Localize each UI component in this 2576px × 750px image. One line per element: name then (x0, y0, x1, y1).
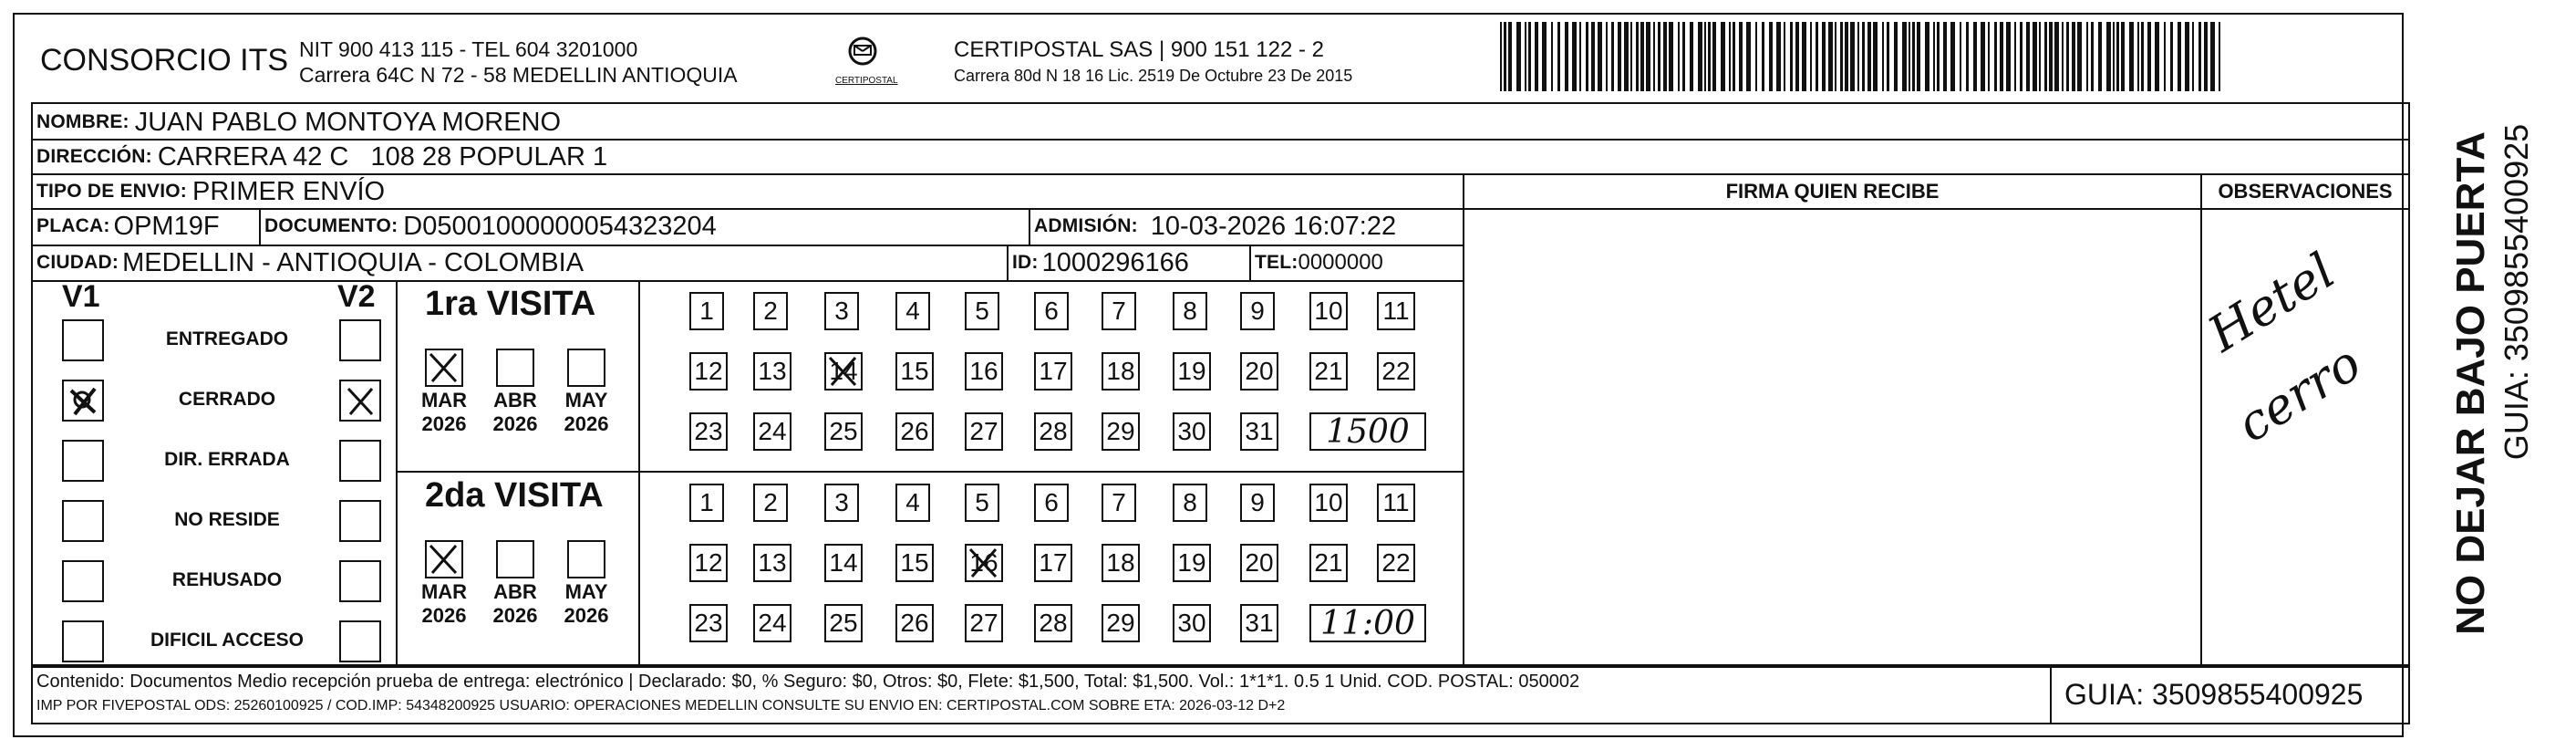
day-checkbox[interactable]: 20 (1240, 352, 1278, 391)
barcode-bar (2049, 22, 2053, 91)
status-label: DIFICIL ACCESO (150, 630, 304, 651)
month-label: ABR (493, 389, 537, 411)
logo-text: CERTIPOSTAL (835, 76, 898, 86)
barcode-bar (1933, 22, 1935, 91)
barcode-bar (1606, 22, 1608, 91)
documento-value: D05001000000054323204 (403, 211, 717, 241)
day-checkbox[interactable]: 4 (895, 484, 930, 522)
status-label: CERRADO (178, 389, 276, 410)
barcode-bar (2129, 22, 2134, 91)
placa-label: PLACA: (36, 215, 110, 236)
barcode-bar (1557, 22, 1560, 91)
day-checkbox[interactable]: 19 (1173, 352, 1211, 391)
barcode-bar (1966, 22, 1969, 91)
barcode-bar (1551, 22, 1553, 91)
barcode-bar (2204, 22, 2208, 91)
barcode-bar (1624, 22, 1629, 91)
barcode-bar (2044, 22, 2047, 91)
observaciones-note-line1: Hetel (2198, 242, 2345, 363)
day-checkbox[interactable]: 14 (824, 352, 863, 391)
month-label: MAY (564, 580, 608, 603)
barcode-bar (1994, 22, 1997, 91)
barcode-bar (1828, 22, 1833, 91)
courier-address: Carrera 80d N 18 16 Lic. 2519 De Octubre 23 De 2015 (954, 66, 1353, 85)
barcode-bar (1882, 22, 1884, 91)
second-visit-title: 2da VISITA (425, 476, 604, 515)
id-field (1012, 245, 1189, 280)
barcode-bar (2072, 22, 2075, 91)
day-checkbox[interactable]: 23 (689, 604, 728, 642)
day-checkbox[interactable]: 25 (824, 412, 863, 451)
v2-checkbox[interactable] (339, 560, 381, 602)
year-label: 2026 (421, 412, 467, 435)
barcode-bar (1790, 22, 1793, 91)
barcode-bar (1528, 22, 1531, 91)
barcode-bar (2026, 22, 2030, 91)
barcode-bar (2106, 22, 2111, 91)
nombre-value: JUAN PABLO MONTOYA MORENO (134, 107, 562, 137)
barcode-bar (2033, 22, 2037, 91)
barcode-bar (1565, 22, 1568, 91)
day-checkbox[interactable]: 28 (1034, 412, 1072, 451)
barcode-bar (2141, 22, 2144, 91)
barcode-bar (1733, 22, 1735, 91)
month-checkbox[interactable] (425, 349, 463, 387)
barcode-bar (2219, 22, 2220, 91)
day-checkbox[interactable]: 7 (1102, 484, 1136, 522)
admision-label: ADMISIÓN: (1034, 215, 1138, 236)
barcode-bar (1973, 22, 1977, 91)
status-label: ENTREGADO (165, 328, 289, 349)
barcode-bar (1937, 22, 1940, 91)
barcode-bar (1943, 22, 1947, 91)
month-label: MAY (564, 389, 608, 411)
day-checkbox[interactable]: 2 (753, 484, 788, 522)
month-label: ABR (493, 580, 537, 603)
id-value: 1000296166 (1041, 247, 1189, 277)
tel-field (1255, 245, 1383, 280)
barcode-bar (1535, 22, 1538, 91)
barcode-bar (1586, 22, 1588, 91)
barcode-bar (1894, 22, 1898, 91)
id-label: ID: (1012, 252, 1039, 273)
barcode-bar (1516, 22, 1521, 91)
day-checkbox[interactable]: 29 (1102, 604, 1140, 642)
barcode-bar (1950, 22, 1955, 91)
company-name: CONSORCIO ITS (40, 42, 289, 78)
footer-guia: GUIA: 3509855400925 (2064, 677, 2364, 711)
documento-field (264, 209, 717, 244)
month-label: MAR (420, 389, 468, 411)
barcode-bar (2198, 22, 2201, 91)
barcode-bar (1636, 22, 1639, 91)
barcode-bar (1802, 22, 1806, 91)
barcode-bar (2006, 22, 2011, 91)
day-checkbox[interactable]: 7 (1102, 292, 1136, 330)
day-checkbox[interactable]: 12 (689, 352, 728, 391)
v1-checkbox[interactable] (62, 440, 104, 482)
barcode-bar (2121, 22, 2125, 91)
ciudad-value: MEDELLIN - ANTIOQUIA - COLOMBIA (122, 247, 585, 277)
barcode-bar (1960, 22, 1961, 91)
placa-value: OPM19F (113, 211, 220, 241)
barcode-bar (2164, 22, 2166, 91)
day-checkbox[interactable]: 17 (1034, 352, 1072, 391)
barcode-bar (1729, 22, 1731, 91)
day-checkbox[interactable]: 26 (895, 604, 934, 642)
status-label: DIR. ERRADA (164, 449, 290, 470)
company-address: Carrera 64C N 72 - 58 MEDELLIN ANTIOQUIA (299, 62, 738, 87)
v2-checkbox[interactable] (339, 620, 381, 662)
day-checkbox[interactable]: 21 (1309, 544, 1348, 582)
day-checkbox[interactable]: 9 (1240, 484, 1275, 522)
tel-value: 0000000 (1298, 250, 1383, 275)
barcode-bar (1669, 22, 1673, 91)
documento-label: DOCUMENTO: (264, 215, 398, 236)
barcode (1500, 22, 2225, 91)
v2-label: V2 (337, 279, 376, 314)
barcode-bar (1746, 22, 1751, 91)
barcode-bar (1704, 22, 1706, 91)
barcode-bar (1690, 22, 1693, 91)
tipo-envio-value: PRIMER ENVÍO (192, 176, 386, 206)
barcode-bar (2170, 22, 2173, 91)
barcode-bar (2054, 22, 2059, 91)
day-checkbox[interactable]: 31 (1240, 604, 1278, 642)
day-checkbox[interactable]: 28 (1034, 604, 1072, 642)
barcode-bar (1698, 22, 1702, 91)
month-checkbox[interactable] (496, 540, 534, 578)
ciudad-field (36, 245, 584, 280)
barcode-bar (1739, 22, 1743, 91)
barcode-bar (1762, 22, 1764, 91)
barcode-bar (1795, 22, 1799, 91)
day-checkbox[interactable]: 8 (1173, 484, 1207, 522)
observaciones-header: OBSERVACIONES (2218, 180, 2393, 203)
v2-checkbox[interactable] (339, 319, 381, 361)
barcode-bar (2039, 22, 2041, 91)
barcode-bar (1981, 22, 1985, 91)
barcode-bar (1810, 22, 1812, 91)
barcode-bar (1840, 22, 1843, 91)
visit-time[interactable]: 11:00 (1309, 604, 1426, 642)
barcode-bar (1988, 22, 1990, 91)
barcode-bar (1579, 22, 1581, 91)
v1-checkbox[interactable] (62, 500, 104, 542)
day-checkbox[interactable]: 13 (753, 544, 791, 582)
day-checkbox[interactable]: 1 (689, 484, 724, 522)
day-checkbox[interactable]: 14 (824, 544, 863, 582)
day-checkbox[interactable]: 18 (1102, 352, 1140, 391)
v2-checkbox[interactable] (339, 500, 381, 542)
barcode-bar (1598, 22, 1602, 91)
barcode-bar (2178, 22, 2181, 91)
barcode-bar (1857, 22, 1859, 91)
v1-checkbox[interactable] (62, 380, 104, 422)
barcode-bar (1525, 22, 1526, 91)
barcode-bar (2113, 22, 2115, 91)
day-checkbox[interactable]: 1 (689, 292, 724, 330)
barcode-bar (1658, 22, 1660, 91)
day-checkbox[interactable]: 31 (1240, 412, 1278, 451)
barcode-bar (2077, 22, 2082, 91)
day-checkbox[interactable]: 25 (824, 604, 863, 642)
no-dejar-bajo-puerta: NO DEJAR BAJO PUERTA (2448, 131, 2493, 635)
year-label: 2026 (492, 412, 538, 435)
barcode-bar (1873, 22, 1878, 91)
day-checkbox[interactable]: 12 (689, 544, 728, 582)
day-checkbox[interactable]: 27 (965, 604, 1003, 642)
day-checkbox[interactable]: 16 (965, 352, 1003, 391)
direccion-value: CARRERA 42 C 108 28 POPULAR 1 (157, 141, 608, 172)
barcode-bar (1845, 22, 1848, 91)
day-checkbox[interactable]: 11 (1377, 484, 1415, 522)
day-checkbox[interactable]: 6 (1034, 292, 1069, 330)
direccion-field (36, 140, 607, 174)
tipo-envio-label: TIPO DE ENVIO: (36, 181, 187, 202)
month-checkbox[interactable] (496, 349, 534, 387)
barcode-bar (1867, 22, 1871, 91)
day-checkbox[interactable]: 10 (1309, 292, 1348, 330)
visit-time[interactable]: 1500 (1309, 412, 1426, 451)
day-checkbox[interactable]: 26 (895, 412, 934, 451)
firma-header: FIRMA QUIEN RECIBE (1725, 180, 1940, 203)
barcode-bar (2098, 22, 2102, 91)
day-checkbox[interactable]: 24 (753, 604, 791, 642)
day-checkbox[interactable]: 20 (1240, 544, 1278, 582)
day-checkbox[interactable]: 22 (1377, 544, 1415, 582)
barcode-bar (1640, 22, 1644, 91)
barcode-bar (1500, 22, 1502, 91)
barcode-bar (1755, 22, 1757, 91)
placa-field (36, 209, 220, 244)
barcode-bar (1678, 22, 1680, 91)
barcode-bar (1712, 22, 1716, 91)
barcode-bar (1816, 22, 1818, 91)
status-label: REHUSADO (171, 569, 283, 590)
v1-label: V1 (62, 279, 100, 314)
barcode-bar (2000, 22, 2003, 91)
barcode-bar (1721, 22, 1725, 91)
barcode-bar (2086, 22, 2088, 91)
barcode-bar (2210, 22, 2215, 91)
day-checkbox[interactable]: 6 (1034, 484, 1069, 522)
barcode-bar (1542, 22, 1547, 91)
day-checkbox[interactable]: 11 (1377, 292, 1415, 330)
year-label: 2026 (564, 412, 609, 435)
tel-label: TEL: (1255, 252, 1298, 273)
observaciones-note-line2: cerro (2227, 334, 2371, 453)
v2-checkbox[interactable] (339, 380, 381, 422)
month-checkbox[interactable] (567, 540, 605, 578)
barcode-bar (1917, 22, 1920, 91)
barcode-bar (1862, 22, 1865, 91)
barcode-bar (2116, 22, 2119, 91)
barcode-bar (2091, 22, 2094, 91)
day-checkbox[interactable]: 8 (1173, 292, 1207, 330)
barcode-bar (1646, 22, 1650, 91)
barcode-bar (1912, 22, 1915, 91)
barcode-bar (2155, 22, 2159, 91)
company-nit: NIT 900 413 115 - TEL 604 3201000 (299, 36, 638, 61)
footer-imp-info: IMP POR FIVEPOSTAL ODS: 25260100925 / COD.IMP: 54348200925 USUARIO: OPERACIONES MEDELLIN CONSULTE SU ENVIO EN: CERTIPOSTAL.COM SOBRE ETA: 2026-03-12 D+2 (36, 698, 1286, 714)
barcode-bar (1822, 22, 1826, 91)
admision-value: 10-03-2026 16:07:22 (1150, 211, 1397, 241)
month-checkbox[interactable] (425, 540, 463, 578)
v1-checkbox[interactable] (62, 319, 104, 361)
barcode-bar (2020, 22, 2023, 91)
day-checkbox[interactable]: 24 (753, 412, 791, 451)
courier-name: CERTIPOSTAL SAS | 900 151 122 - 2 (954, 37, 1324, 62)
day-checkbox[interactable]: 30 (1173, 604, 1211, 642)
barcode-bar (1909, 22, 1910, 91)
day-checkbox[interactable]: 15 (895, 352, 934, 391)
barcode-bar (1630, 22, 1632, 91)
ciudad-label: CIUDAD: (36, 252, 119, 273)
barcode-bar (1784, 22, 1785, 91)
day-checkbox[interactable]: 10 (1309, 484, 1348, 522)
v1-checkbox[interactable] (62, 620, 104, 662)
v2-checkbox[interactable] (339, 440, 381, 482)
barcode-bar (1769, 22, 1773, 91)
barcode-bar (1776, 22, 1781, 91)
first-visit-title: 1ra VISITA (425, 285, 596, 323)
footer-band (31, 664, 2410, 724)
barcode-bar (1611, 22, 1614, 91)
admision-field (1034, 209, 1396, 244)
barcode-bar (1682, 22, 1685, 91)
day-checkbox[interactable]: 3 (824, 292, 859, 330)
barcode-bar (2137, 22, 2139, 91)
nombre-label: NOMBRE: (36, 111, 129, 132)
day-checkbox[interactable]: 2 (753, 292, 788, 330)
side-guia: GUIA: 3509855400925 (2498, 123, 2535, 461)
barcode-bar (1835, 22, 1836, 91)
day-checkbox[interactable]: 23 (689, 412, 728, 451)
day-checkbox[interactable]: 15 (895, 544, 934, 582)
day-checkbox[interactable]: 4 (895, 292, 930, 330)
barcode-bar (1618, 22, 1621, 91)
barcode-bar (1850, 22, 1855, 91)
month-label: MAR (420, 580, 468, 603)
barcode-bar (1925, 22, 1929, 91)
year-label: 2026 (421, 604, 467, 627)
day-checkbox[interactable]: 30 (1173, 412, 1211, 451)
day-checkbox[interactable]: 21 (1309, 352, 1348, 391)
barcode-bar (1504, 22, 1506, 91)
day-checkbox[interactable]: 3 (824, 484, 859, 522)
barcode-bar (2014, 22, 2016, 91)
year-label: 2026 (492, 604, 538, 627)
barcode-bar (1653, 22, 1655, 91)
direccion-label: DIRECCIÓN: (36, 146, 152, 167)
status-label: NO RESIDE (174, 509, 280, 530)
year-label: 2026 (564, 604, 609, 627)
v1-checkbox[interactable] (62, 560, 104, 602)
barcode-bar (1591, 22, 1595, 91)
barcode-bar (2147, 22, 2151, 91)
footer-contenido: Contenido: Documentos Medio recepción prueba de entrega: electrónico | Declarado: $0, % Seguro: $0, Otros: $0, Flete: $1,500, Total: $1,500. Vol.: 1*1*1. 0.5 1 Unid. COD. POSTAL: 050002 (36, 671, 1580, 692)
day-checkbox[interactable]: 22 (1377, 352, 1415, 391)
barcode-bar (1663, 22, 1667, 91)
barcode-bar (2192, 22, 2194, 91)
day-checkbox[interactable]: 19 (1173, 544, 1211, 582)
barcode-bar (2066, 22, 2069, 91)
day-checkbox[interactable]: 18 (1102, 544, 1140, 582)
barcode-bar (1902, 22, 1907, 91)
barcode-bar (1887, 22, 1889, 91)
barcode-bar (2185, 22, 2189, 91)
day-checkbox[interactable]: 17 (1034, 544, 1072, 582)
month-checkbox[interactable] (567, 349, 605, 387)
nombre-field (36, 105, 561, 140)
day-checkbox[interactable]: 29 (1102, 412, 1140, 451)
barcode-bar (1708, 22, 1711, 91)
day-checkbox[interactable]: 27 (965, 412, 1003, 451)
day-checkbox[interactable]: 5 (965, 484, 999, 522)
barcode-bar (2062, 22, 2064, 91)
day-checkbox[interactable]: 13 (753, 352, 791, 391)
tipo-envio-field (36, 174, 385, 209)
day-checkbox[interactable]: 9 (1240, 292, 1275, 330)
barcode-bar (1572, 22, 1577, 91)
barcode-bar (1508, 22, 1512, 91)
day-checkbox[interactable]: 5 (965, 292, 999, 330)
day-checkbox[interactable]: 16 (965, 544, 1003, 582)
certipostal-logo (835, 35, 898, 93)
